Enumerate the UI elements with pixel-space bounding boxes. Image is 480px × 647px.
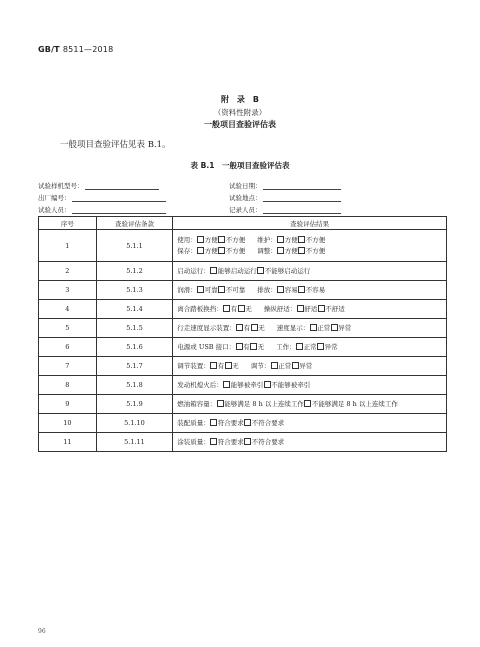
option-text: 不能够启动运行 — [264, 266, 311, 275]
row-number: 10 — [39, 414, 97, 433]
option-text: 不舒适 — [325, 304, 345, 313]
checkbox[interactable] — [223, 305, 230, 312]
checkbox[interactable] — [318, 305, 325, 312]
row-result — [173, 433, 447, 452]
field-label: 试验样机型号： — [38, 182, 84, 190]
checkbox[interactable] — [236, 324, 243, 331]
option-text: 能够启动运行 — [217, 266, 257, 275]
evaluation-table — [38, 216, 447, 452]
checkbox[interactable] — [244, 438, 251, 445]
option-text: 启动运行： — [177, 266, 210, 275]
option-text: 容易 — [284, 285, 298, 294]
row-result — [173, 262, 447, 281]
checkbox[interactable] — [238, 305, 245, 312]
option-text: 能够被牵引 — [230, 380, 264, 389]
checkbox[interactable] — [223, 381, 230, 388]
annex-title: 一般项目查验评估表 — [204, 120, 276, 129]
option-text: 方便 — [204, 246, 218, 255]
row-clause: 5.1.7 — [96, 357, 173, 376]
row-result — [173, 300, 447, 319]
fill-line — [85, 182, 159, 190]
option-text: 调整： — [257, 246, 277, 255]
result-line — [177, 418, 446, 429]
option-text: 不方便 — [305, 235, 326, 244]
row-number: 7 — [39, 357, 97, 376]
option-text: 方便 — [284, 235, 298, 244]
field-place — [229, 193, 341, 202]
option-text: 润滑： — [177, 285, 197, 294]
fill-line — [263, 194, 341, 202]
checkbox[interactable] — [292, 362, 299, 369]
col-header-clause: 查验评估条款 — [96, 217, 173, 230]
option-text: 能够满足 8 h 以上连续工作 — [224, 399, 304, 408]
row-clause: 5.1.1 — [96, 230, 173, 262]
option-text: 发动机熄火后： — [177, 380, 223, 389]
option-text: 不方便 — [305, 246, 326, 255]
result-line — [177, 399, 446, 410]
option-text: 异常 — [299, 361, 313, 370]
fill-line — [72, 206, 166, 214]
checkbox[interactable] — [257, 267, 264, 274]
option-text: 燃油箱容量： — [177, 399, 217, 408]
option-text: 速度显示： — [276, 323, 310, 332]
fill-line — [263, 182, 341, 190]
standard-number: 8511—2018 — [62, 45, 114, 54]
option-text: 不方便 — [225, 235, 246, 244]
option-text: 舒适 — [304, 304, 318, 313]
checkbox[interactable] — [197, 247, 204, 254]
option-text: 异常 — [324, 342, 338, 351]
result-line — [177, 304, 446, 315]
table-row — [39, 230, 447, 262]
result-line — [177, 380, 446, 391]
table-body — [39, 230, 447, 452]
checkbox[interactable] — [271, 362, 278, 369]
checkbox[interactable] — [218, 236, 225, 243]
row-number: 11 — [39, 433, 97, 452]
standard-prefix: GB/T — [38, 45, 60, 54]
row-clause: 5.1.4 — [96, 300, 173, 319]
option-text: 正常 — [317, 323, 331, 332]
result-line — [177, 323, 446, 334]
option-text: 方便 — [284, 246, 298, 255]
option-text: 无 — [245, 304, 252, 313]
option-text: 符合要求 — [217, 418, 244, 427]
checkbox[interactable] — [317, 343, 324, 350]
row-result — [173, 414, 447, 433]
fill-line — [263, 206, 341, 214]
checkbox[interactable] — [217, 400, 224, 407]
field-recorder — [229, 205, 341, 214]
row-number: 4 — [39, 300, 97, 319]
option-text: 正常 — [303, 342, 317, 351]
option-text: 有 — [243, 323, 251, 332]
checkbox[interactable] — [218, 286, 225, 293]
row-number: 9 — [39, 395, 97, 414]
field-tester — [38, 205, 166, 214]
table-row — [39, 433, 447, 452]
row-number: 2 — [39, 262, 97, 281]
option-text: 调节装置： — [177, 361, 210, 370]
row-result — [173, 395, 447, 414]
checkbox[interactable] — [298, 247, 305, 254]
checkbox[interactable] — [331, 324, 338, 331]
row-clause: 5.1.2 — [96, 262, 173, 281]
option-text: 不可靠 — [225, 285, 246, 294]
row-result — [173, 357, 447, 376]
checkbox[interactable] — [304, 400, 311, 407]
row-number: 5 — [39, 319, 97, 338]
field-model — [38, 181, 159, 190]
option-text: 有 — [230, 304, 238, 313]
option-text: 不能够被牵引 — [271, 380, 311, 389]
checkbox[interactable] — [210, 438, 217, 445]
option-text: 排放： — [257, 285, 277, 294]
col-header-no: 序号 — [39, 217, 97, 230]
option-text: 涂装质量： — [177, 437, 210, 446]
result-line — [177, 266, 446, 277]
checkbox[interactable] — [251, 324, 258, 331]
result-line — [177, 285, 446, 296]
row-result — [173, 338, 447, 357]
row-result — [173, 376, 447, 395]
standard-code — [38, 45, 113, 54]
result-line — [177, 246, 446, 257]
field-serial — [38, 193, 166, 202]
option-text: 行走速度显示装置： — [177, 323, 236, 332]
checkbox[interactable] — [210, 362, 217, 369]
checkbox[interactable] — [244, 419, 251, 426]
intro-paragraph: 一般项目查验评估见表 B.1。 — [60, 140, 171, 150]
field-label: 试验地点： — [229, 194, 262, 202]
option-text: 操纵舒适： — [263, 304, 297, 313]
option-text: 使用： — [177, 235, 197, 244]
row-result — [173, 230, 447, 262]
checkbox[interactable] — [225, 362, 232, 369]
checkbox[interactable] — [197, 286, 204, 293]
annex-label: 附 录 B — [220, 95, 260, 104]
option-text: 正常 — [278, 361, 292, 370]
table-caption: 表 B.1 一般项目查验评估表 — [190, 161, 290, 170]
fill-line — [72, 194, 166, 202]
table-row — [39, 300, 447, 319]
option-text: 保存： — [177, 246, 197, 255]
checkbox[interactable] — [197, 236, 204, 243]
row-clause: 5.1.8 — [96, 376, 173, 395]
option-text: 不方便 — [225, 246, 246, 255]
annex-nature: （资料性附录） — [213, 108, 267, 117]
checkbox[interactable] — [264, 381, 271, 388]
checkbox[interactable] — [250, 343, 257, 350]
row-clause: 5.1.3 — [96, 281, 173, 300]
option-text: 无 — [232, 361, 239, 370]
checkbox[interactable] — [277, 286, 284, 293]
option-text: 异常 — [338, 323, 352, 332]
row-number: 8 — [39, 376, 97, 395]
row-result — [173, 281, 447, 300]
checkbox[interactable] — [277, 236, 284, 243]
checkbox[interactable] — [210, 267, 217, 274]
checkbox[interactable] — [310, 324, 317, 331]
result-line — [177, 361, 446, 372]
option-text: 不符合要求 — [251, 437, 285, 446]
table-row — [39, 281, 447, 300]
option-text: 有 — [217, 361, 225, 370]
table-row — [39, 357, 447, 376]
row-clause: 5.1.11 — [96, 433, 173, 452]
table-row — [39, 376, 447, 395]
option-text: 无 — [258, 323, 265, 332]
table-row — [39, 262, 447, 281]
option-text: 装配质量： — [177, 418, 210, 427]
option-text: 不能够满足 8 h 以上连续工作 — [311, 399, 398, 408]
col-header-result: 查验评估结果 — [173, 217, 447, 230]
table-row — [39, 414, 447, 433]
result-line — [177, 235, 446, 246]
option-text: 方便 — [204, 235, 218, 244]
checkbox[interactable] — [277, 247, 284, 254]
row-number: 3 — [39, 281, 97, 300]
row-clause: 5.1.10 — [96, 414, 173, 433]
checkbox[interactable] — [218, 247, 225, 254]
option-text: 无 — [257, 342, 265, 351]
option-text: 离合踏板换挡： — [177, 304, 223, 313]
option-text: 维护： — [257, 235, 277, 244]
option-text: 电源或 USB 接口： — [177, 342, 236, 351]
field-label: 试验人员： — [38, 206, 71, 214]
option-text: 符合要求 — [217, 437, 244, 446]
checkbox[interactable] — [298, 236, 305, 243]
result-line — [177, 437, 446, 448]
field-label: 试验日期： — [229, 182, 262, 190]
table-header-row — [39, 217, 447, 230]
checkbox[interactable] — [297, 305, 304, 312]
option-text: 不容易 — [305, 285, 326, 294]
field-date — [229, 181, 341, 190]
row-clause: 5.1.9 — [96, 395, 173, 414]
table-row — [39, 395, 447, 414]
option-text: 有 — [243, 342, 250, 351]
page-number: 96 — [38, 628, 46, 635]
checkbox[interactable] — [296, 343, 303, 350]
checkbox[interactable] — [298, 286, 305, 293]
option-text: 调节： — [250, 361, 271, 370]
row-clause: 5.1.5 — [96, 319, 173, 338]
row-number: 6 — [39, 338, 97, 357]
checkbox[interactable] — [210, 419, 217, 426]
option-text: 可靠 — [204, 285, 218, 294]
result-line — [177, 342, 446, 353]
checkbox[interactable] — [236, 343, 243, 350]
option-text: 工作： — [276, 342, 296, 351]
table-row — [39, 319, 447, 338]
table-row — [39, 338, 447, 357]
field-label: 出厂编号： — [38, 194, 71, 202]
field-label: 记录人员： — [229, 206, 262, 214]
row-number: 1 — [39, 230, 97, 262]
row-result — [173, 319, 447, 338]
option-text: 不符合要求 — [251, 418, 285, 427]
row-clause: 5.1.6 — [96, 338, 173, 357]
